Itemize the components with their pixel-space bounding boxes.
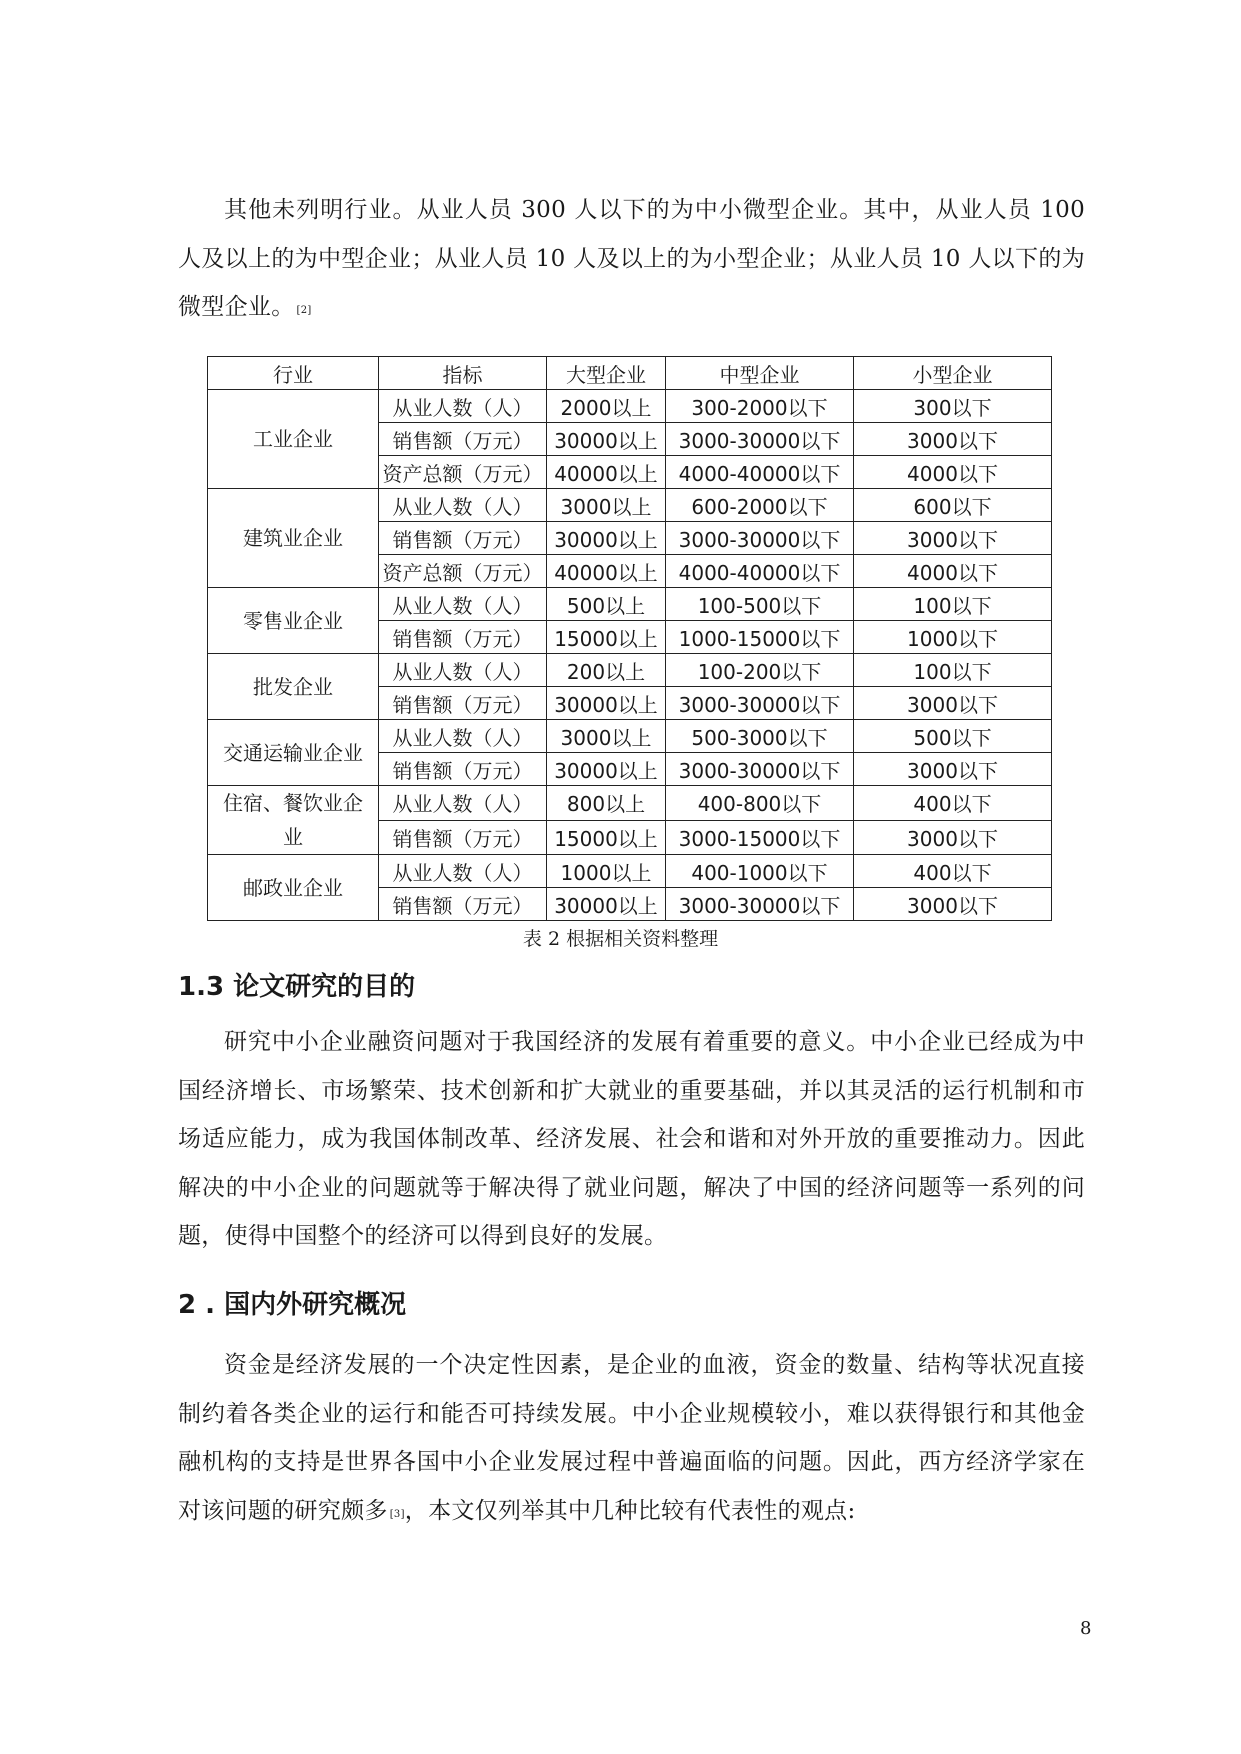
large-enterprise-cell: 30000以上 <box>547 522 666 555</box>
table-row <box>208 786 1052 821</box>
industry-cell: 邮政业企业 <box>208 855 379 921</box>
medium-enterprise-cell: 1000-15000以下 <box>666 621 854 654</box>
medium-enterprise-cell: 400-1000以下 <box>666 855 854 888</box>
indicator-cell: 从业人数（人） <box>379 390 547 423</box>
table-row <box>208 489 1052 522</box>
table-row <box>208 654 1052 687</box>
medium-enterprise-cell: 300-2000以下 <box>666 390 854 423</box>
large-enterprise-cell: 30000以上 <box>547 687 666 720</box>
intro-text: 其他未列明行业。从业人员 300 人以下的为中小微型企业。其中，从业人员 100 人及以上的为中型企业；从业人员 10 人及以上的为小型企业；从业人员 10 人以下的为微型企业。 <box>178 197 1085 320</box>
indicator-cell: 销售额（万元） <box>379 423 547 456</box>
large-enterprise-cell: 30000以上 <box>547 753 666 786</box>
small-enterprise-cell: 100以下 <box>854 588 1052 621</box>
industry-cell: 住宿、餐饮业企业 <box>208 786 379 855</box>
section-2-text: 资金是经济发展的一个决定性因素，是企业的血液，资金的数量、结构等状况直接制约着各类企业的运行和能否可持续发展。中小企业规模较小，难以获得银行和其他金融机构的支持是世界各国中小企业发展过程中普遍面临的问题。因此，西方经济学家在对该问题的研究颇多 <box>178 1352 1085 1524</box>
indicator-cell: 从业人数（人） <box>379 588 547 621</box>
medium-enterprise-cell: 4000-40000以下 <box>666 555 854 588</box>
table-caption: 表 2 根据相关资料整理 <box>522 928 719 950</box>
large-enterprise-cell: 500以上 <box>547 588 666 621</box>
small-enterprise-cell: 3000以下 <box>854 423 1052 456</box>
small-enterprise-cell: 3000以下 <box>854 820 1052 855</box>
medium-enterprise-cell: 500-3000以下 <box>666 720 854 753</box>
table-row <box>208 720 1052 753</box>
small-enterprise-cell: 3000以下 <box>854 753 1052 786</box>
section-2-paragraph <box>178 1341 1085 1535</box>
large-enterprise-cell: 3000以上 <box>547 720 666 753</box>
table-header-row <box>208 357 1052 390</box>
indicator-cell: 从业人数（人） <box>379 654 547 687</box>
small-enterprise-cell: 400以下 <box>854 855 1052 888</box>
table-row <box>208 588 1052 621</box>
medium-enterprise-cell: 4000-40000以下 <box>666 456 854 489</box>
industry-cell: 零售业企业 <box>208 588 379 654</box>
table-row <box>208 855 1052 888</box>
medium-enterprise-cell: 100-200以下 <box>666 654 854 687</box>
large-enterprise-cell: 40000以上 <box>547 456 666 489</box>
header-small: 小型企业 <box>854 357 1052 390</box>
section-heading-2: 2 . 国内外研究概况 <box>178 1290 407 1320</box>
indicator-cell: 销售额（万元） <box>379 522 547 555</box>
table-body <box>208 390 1052 921</box>
small-enterprise-cell: 3000以下 <box>854 687 1052 720</box>
indicator-cell: 从业人数（人） <box>379 786 547 821</box>
large-enterprise-cell: 3000以上 <box>547 489 666 522</box>
large-enterprise-cell: 40000以上 <box>547 555 666 588</box>
citation-ref: [2] <box>296 305 312 316</box>
small-enterprise-cell: 500以下 <box>854 720 1052 753</box>
large-enterprise-cell: 30000以上 <box>547 423 666 456</box>
medium-enterprise-cell: 3000-15000以下 <box>666 820 854 855</box>
small-enterprise-cell: 4000以下 <box>854 555 1052 588</box>
large-enterprise-cell: 15000以上 <box>547 820 666 855</box>
section-heading-1-3: 1.3 论文研究的目的 <box>178 972 416 1002</box>
medium-enterprise-cell: 3000-30000以下 <box>666 423 854 456</box>
indicator-cell: 销售额（万元） <box>379 687 547 720</box>
small-enterprise-cell: 1000以下 <box>854 621 1052 654</box>
table-row <box>208 390 1052 423</box>
section-2-text-end: ，本文仅列举其中几种比较有代表性的观点: <box>404 1497 856 1524</box>
indicator-cell: 销售额（万元） <box>379 820 547 855</box>
section-1-3-text: 研究中小企业融资问题对于我国经济的发展有着重要的意义。中小企业已经成为中国经济增长、市场繁荣、技术创新和扩大就业的重要基础，并以其灵活的运行机制和市场适应能力，成为我国体制改革、经济发展、社会和谐和对外开放的重要推动力。因此解决的中小企业的问题就等于解决得了就业问题，解决了中国的经济问题等一系列的问题，使得中国整个的经济可以得到良好的发展。 <box>178 1029 1085 1249</box>
industry-cell: 工业企业 <box>208 390 379 489</box>
small-enterprise-cell: 300以下 <box>854 390 1052 423</box>
indicator-cell: 销售额（万元） <box>379 888 547 921</box>
large-enterprise-cell: 800以上 <box>547 786 666 821</box>
industry-cell: 交通运输业企业 <box>208 720 379 786</box>
citation-ref: [3] <box>389 1508 405 1520</box>
small-enterprise-cell: 600以下 <box>854 489 1052 522</box>
medium-enterprise-cell: 3000-30000以下 <box>666 522 854 555</box>
indicator-cell: 资产总额（万元） <box>379 555 547 588</box>
small-enterprise-cell: 4000以下 <box>854 456 1052 489</box>
medium-enterprise-cell: 400-800以下 <box>666 786 854 821</box>
medium-enterprise-cell: 600-2000以下 <box>666 489 854 522</box>
header-indicator: 指标 <box>379 357 547 390</box>
large-enterprise-cell: 30000以上 <box>547 888 666 921</box>
large-enterprise-cell: 1000以上 <box>547 855 666 888</box>
enterprise-size-table <box>207 356 1052 921</box>
indicator-cell: 销售额（万元） <box>379 753 547 786</box>
medium-enterprise-cell: 3000-30000以下 <box>666 753 854 786</box>
small-enterprise-cell: 3000以下 <box>854 888 1052 921</box>
intro-paragraph <box>178 186 1085 332</box>
indicator-cell: 销售额（万元） <box>379 621 547 654</box>
indicator-cell: 从业人数（人） <box>379 489 547 522</box>
medium-enterprise-cell: 100-500以下 <box>666 588 854 621</box>
indicator-cell: 资产总额（万元） <box>379 456 547 489</box>
industry-cell: 批发企业 <box>208 654 379 720</box>
small-enterprise-cell: 3000以下 <box>854 522 1052 555</box>
section-1-3-paragraph <box>178 1018 1085 1261</box>
indicator-cell: 从业人数（人） <box>379 855 547 888</box>
medium-enterprise-cell: 3000-30000以下 <box>666 687 854 720</box>
industry-cell: 建筑业企业 <box>208 489 379 588</box>
page-number: 8 <box>1080 1618 1092 1639</box>
header-medium: 中型企业 <box>666 357 854 390</box>
header-industry: 行业 <box>208 357 379 390</box>
small-enterprise-cell: 100以下 <box>854 654 1052 687</box>
indicator-cell: 从业人数（人） <box>379 720 547 753</box>
header-large: 大型企业 <box>547 357 666 390</box>
large-enterprise-cell: 15000以上 <box>547 621 666 654</box>
medium-enterprise-cell: 3000-30000以下 <box>666 888 854 921</box>
large-enterprise-cell: 2000以上 <box>547 390 666 423</box>
large-enterprise-cell: 200以上 <box>547 654 666 687</box>
small-enterprise-cell: 400以下 <box>854 786 1052 821</box>
